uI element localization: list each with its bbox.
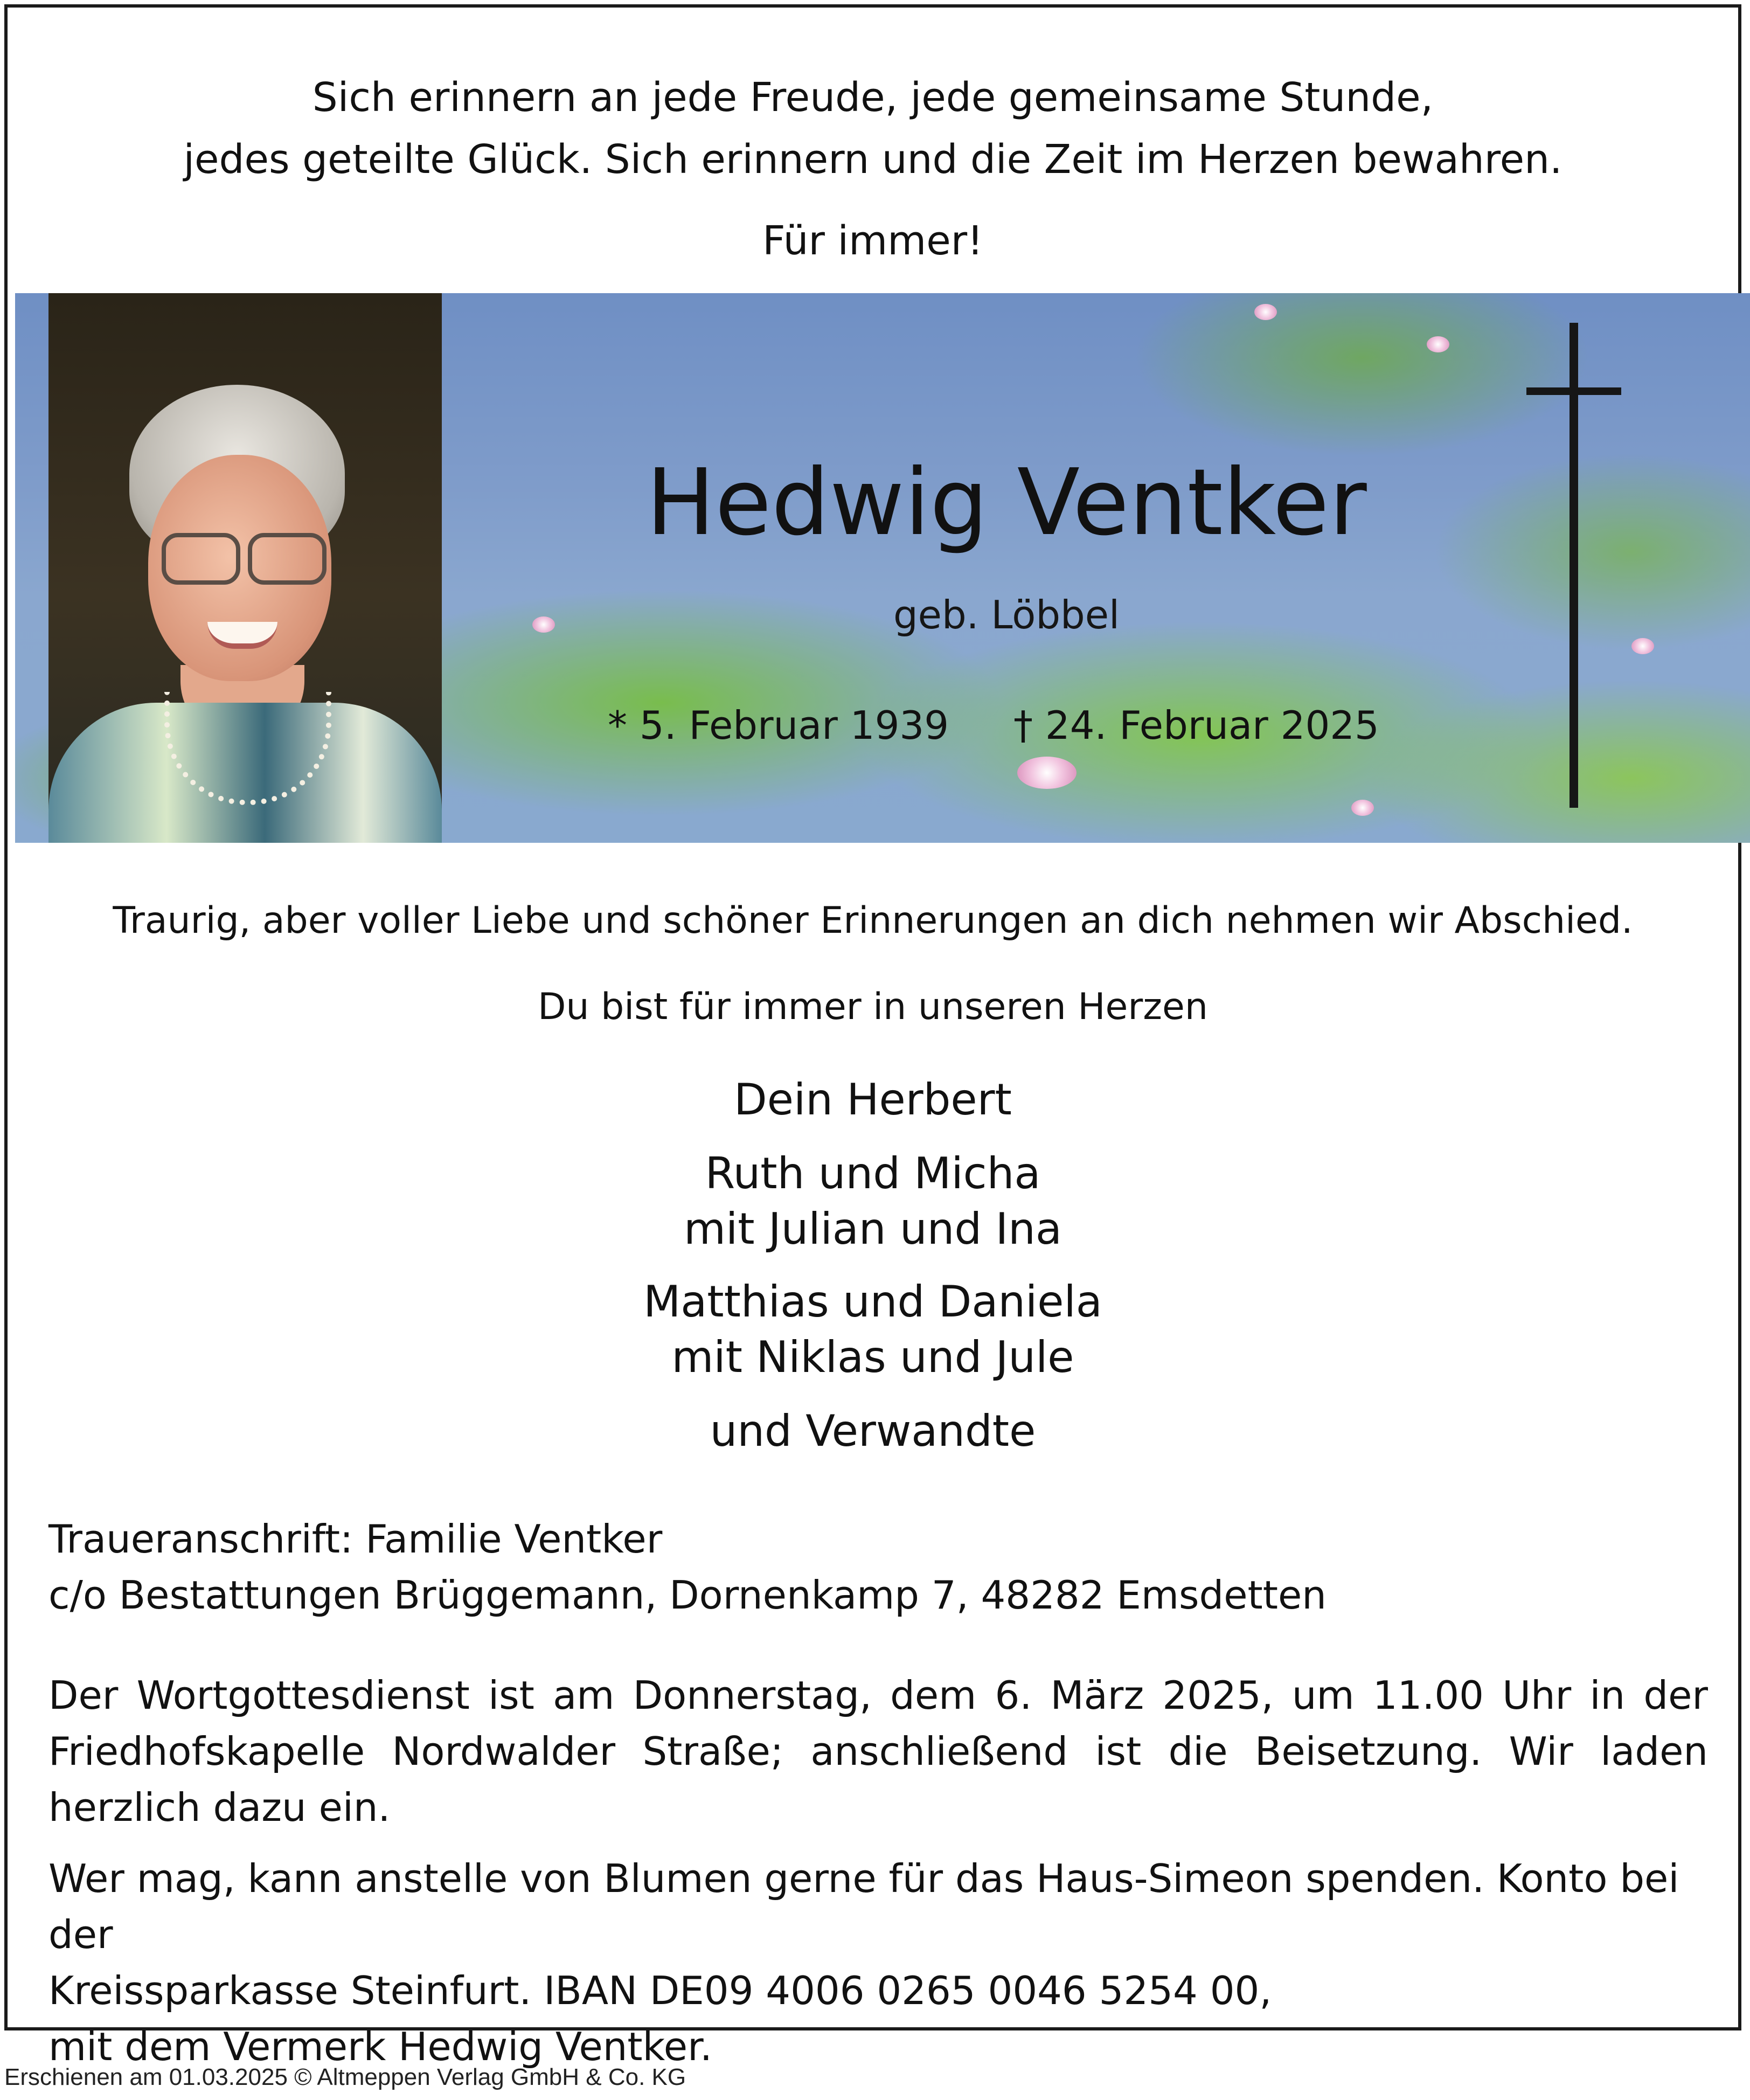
mourner-4: und Verwandte [710,1406,1036,1456]
life-dates [608,703,1444,748]
lily-flower [1254,304,1277,320]
mourner-2-children: mit Julian und Ina [684,1204,1062,1254]
glasses-lens-left [162,533,240,585]
mourning-address [48,1511,1708,1623]
cross-icon [1570,323,1578,808]
obituary-frame [4,4,1741,2069]
deceased-name: Hedwig Ventker [646,449,1367,556]
glasses-lens-right [248,533,327,585]
mourner-1: Dein Herbert [734,1075,1012,1125]
water-lily-banner [15,293,1750,843]
lily-flower [1631,638,1654,654]
motto [8,67,1738,191]
heart-message: Du bist für immer in unseren Herzen [538,986,1208,1028]
mourner-3: Matthias und Daniela [643,1277,1102,1327]
farewell-message: Traurig, aber voller Liebe und schöner Erinnerungen an dich nehmen wir Abschied. [113,899,1633,942]
mourner-3-children: mit Niklas und Jule [671,1332,1074,1382]
address-line-2: c/o Bestattungen Brüggemann, Dornenkamp 7, 48282 Emsdetten [48,1572,1327,1618]
cross-icon-bar [1526,387,1621,395]
lily-flower [1017,757,1077,789]
mourner-2: Ruth und Micha [705,1148,1041,1198]
birth-name: geb. Löbbel [893,592,1120,637]
motto-line-3: Für immer! [762,218,983,264]
lily-flower [1351,800,1374,816]
death-date: † 24. Februar 2025 [1013,703,1379,748]
donation-line-2: Kreissparkasse Steinfurt. IBAN DE09 4006 0265 0046 5254 00, [48,1968,1272,2013]
lily-flower [1427,336,1449,352]
service-notice: Der Wortgottesdienst ist am Donnerstag, dem 6. März 2025, um 11.00 Uhr in der Friedhofskapelle Nordwalder Straße; anschließend ist die Beisetzung. Wir laden herzlich dazu ein. [48,1673,1708,1830]
address-line-1: Traueranschrift: Familie Ventker [48,1516,663,1562]
motto-line-1: Sich erinnern an jede Freude, jede gemeinsame Stunde, [312,74,1434,121]
donation-line-1: Wer mag, kann anstelle von Blumen gerne für das Haus-Simeon spenden. Konto bei der [48,1856,1679,1957]
donation-line-3: mit dem Vermerk Hedwig Ventker. [48,2024,712,2069]
motto-line-2: jedes geteilte Glück. Sich erinnern und die Zeit im Herzen bewahren. [183,136,1563,183]
donation-notice [48,1851,1708,2075]
birth-date: * 5. Februar 1939 [608,703,949,748]
lily-flower [532,616,555,633]
publication-footer: Erschienen am 01.03.2025 © Altmeppen Verlag GmbH & Co. KG [4,2064,686,2090]
portrait-photo [48,293,442,843]
